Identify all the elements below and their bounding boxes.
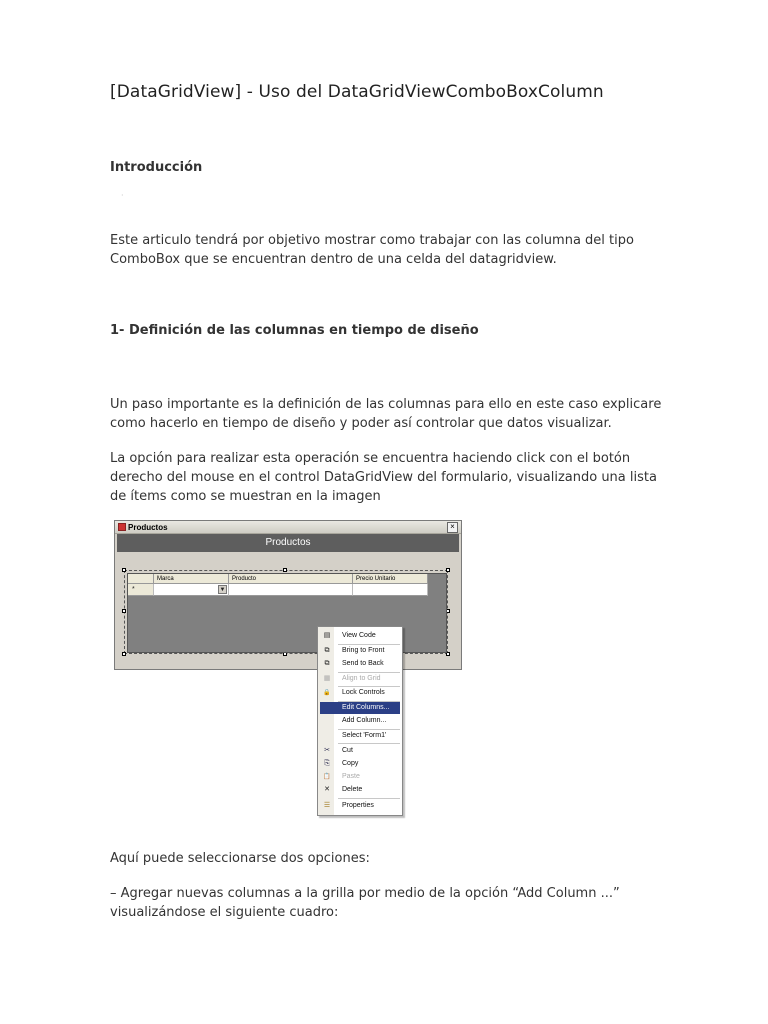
align-to-grid-icon: ▦ [323,675,331,682]
menu-item-label: Paste [342,773,360,780]
grid-header-row [128,574,428,584]
view-code-icon: ▤ [323,632,331,639]
resize-handle[interactable] [122,652,126,656]
menu-item-label: Add Column... [342,717,387,724]
window-titlebar [115,521,461,534]
new-row-marker: * [128,584,154,596]
intro-mark: · [121,191,124,200]
context-menu [317,626,403,816]
menu-item-cut[interactable] [320,745,400,757]
menu-item-paste [320,771,400,783]
chevron-down-icon[interactable]: ▼ [219,587,226,593]
window-title: Productos [128,522,168,532]
menu-item-lock-controls[interactable] [320,687,400,699]
section1-paragraph-2: La opción para realizar esta operación se encuentra haciendo click con el botón derecho del mouse en el control DataGridView del formulario, visualizando una lista de ítems como se muestran en la imagen [110,451,657,504]
productos-window-screenshot [114,520,462,670]
cut-icon: ✂ [324,747,330,754]
grid-new-row[interactable] [128,584,428,596]
delete-icon: ✕ [324,786,330,793]
column-header-precio-unitario[interactable]: Precio Unitario [353,574,428,584]
menu-item-label: Delete [342,786,363,793]
menu-item-label: Edit Columns... [342,704,390,711]
column-header-marca[interactable]: Marca [154,574,229,584]
menu-item-select-form1[interactable] [320,730,400,742]
menu-item-label: Select 'Form1' [342,732,387,739]
menu-item-delete[interactable] [320,784,400,796]
menu-item-label: Lock Controls [342,689,385,696]
menu-item-label: Cut [342,747,353,754]
paste-icon: 📋 [323,774,331,780]
section1-heading: 1- Definición de las columnas en tiempo de diseño [110,323,479,338]
send-to-back-icon: ⧉ [324,660,330,667]
properties-icon: ☰ [323,802,331,809]
menu-item-properties[interactable] [320,800,400,812]
copy-icon: ⎘ [324,760,330,767]
menu-item-align-to-grid [320,673,400,685]
menu-item-edit-columns[interactable] [320,702,400,714]
options-intro-paragraph: Aquí puede seleccionarse dos opciones: [110,851,370,866]
resize-handle[interactable] [122,568,126,572]
menu-item-send-to-back[interactable] [320,658,400,670]
menu-item-label: Align to Grid [342,675,381,682]
menu-item-label: Copy [342,760,359,767]
menu-item-label: Properties [342,802,374,809]
resize-handle[interactable] [283,568,287,572]
text-cell[interactable] [229,584,353,596]
menu-item-add-column[interactable] [320,715,400,727]
column-header-producto[interactable]: Producto [229,574,353,584]
menu-separator [338,743,400,744]
close-icon[interactable]: × [447,522,458,533]
menu-item-label: View Code [342,632,376,639]
intro-paragraph: Este articulo tendrá por objetivo mostrar como trabajar con las columna del tipo ComboBox que se encuentran dentro de una celda del datagridview. [110,233,634,267]
menu-item-copy[interactable] [320,758,400,770]
section1-paragraph-1: Un paso importante es la definición de las columnas para ello en este caso explicare como hacerlo en tiempo de diseño y poder así controlar que datos visualizar. [110,397,662,431]
resize-handle[interactable] [122,609,126,613]
page-title: [DataGridView] - Uso del DataGridViewComboBoxColumn [110,82,604,102]
menu-item-label: Send to Back [342,660,384,667]
row-header-cell [128,574,154,584]
add-column-paragraph: – Agregar nuevas columnas a la grilla por medio de la opción “Add Column ...” visualizándose el siguiente cuadro: [110,886,620,920]
text-cell[interactable] [353,584,428,596]
menu-item-view-code[interactable] [320,630,400,642]
form-icon [118,523,126,531]
bring-to-front-icon: ⧉ [324,647,330,654]
menu-separator [338,798,400,799]
form-banner: Productos [117,534,459,552]
menu-item-bring-to-front[interactable] [320,645,400,657]
lock-icon: 🔒 [323,690,331,696]
resize-handle[interactable] [446,568,450,572]
combo-cell[interactable] [154,584,229,596]
menu-item-label: Bring to Front [342,647,385,654]
intro-heading: Introducción [110,160,203,175]
